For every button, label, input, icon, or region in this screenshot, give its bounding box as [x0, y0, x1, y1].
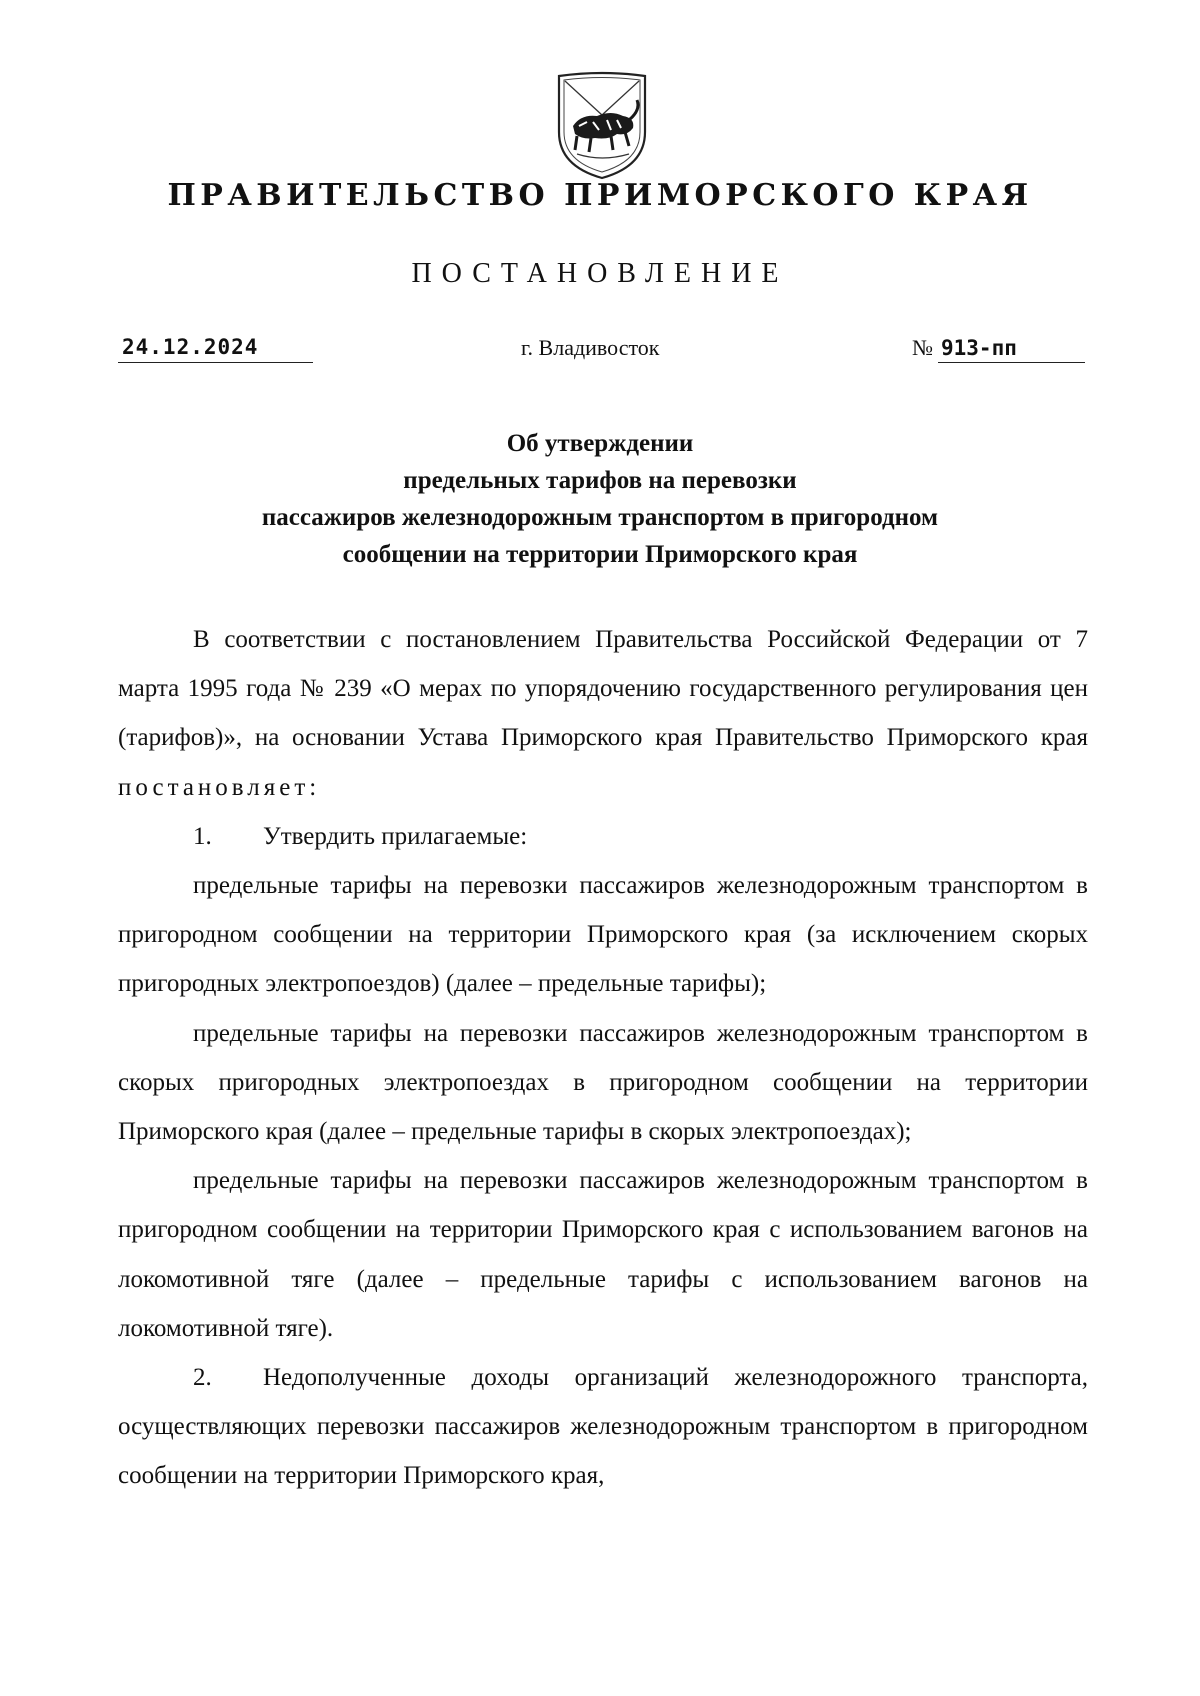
- item-number: 2.: [193, 1364, 212, 1392]
- subject-line: сообщении на территории Приморского края: [342, 541, 858, 568]
- document-number: [912, 335, 1017, 361]
- decree-word: постановляет:: [118, 773, 321, 801]
- preamble-text: В соответствии с постановлением Правительства Российской Федерации от 7 марта 1995 года № 239 «О мерах по упорядочению государственного регулирования цен (тарифов)», на основании Устава Приморского края Правительство Приморского края: [118, 626, 1088, 752]
- government-title: ПРАВИТЕЛЬСТВО ПРИМОРСКОГО КРАЯ: [167, 178, 1033, 213]
- document-date: 24.12.2024: [122, 335, 259, 359]
- date-underline: [118, 362, 313, 363]
- subject-line: пассажиров железнодорожным транспортом в пригородном: [261, 504, 939, 531]
- document-type: ПОСТАНОВЛЕНИЕ: [411, 258, 789, 289]
- subject-line: Об утверждении: [506, 430, 694, 457]
- item-1-subitem-a: предельные тарифы на перевозки пассажиров железнодорожным транспортом в пригородном сообщении на территории Приморского края (за исключением скорых пригородных электропоездов) (далее – предельные тарифы);: [118, 872, 1088, 998]
- item-number: 1.: [193, 822, 212, 850]
- document-city: г. Владивосток: [521, 335, 660, 360]
- preamble-paragraph: [118, 615, 1088, 812]
- item-2-text: Недополученные доходы организаций железнодорожного транспорта, осуществляющих перевозки пассажиров железнодорожным транспортом в пригородном сообщении на территории Приморского края,: [118, 1364, 1088, 1490]
- item-1-text: Утвердить прилагаемые:: [263, 822, 528, 850]
- number-value: 913-пп: [941, 336, 1017, 360]
- item-1-subitem-c: предельные тарифы на перевозки пассажиров железнодорожным транспортом в пригородном сообщении на территории Приморского края с использованием вагонов на локомотивной тяге (далее – предельные тарифы с использованием вагонов на локомотивной тяге).: [118, 1167, 1088, 1342]
- item-1-paragraph: [118, 812, 1088, 861]
- document-body: [118, 615, 1088, 1501]
- item-2-paragraph: [118, 1353, 1088, 1501]
- number-underline: [938, 362, 1085, 363]
- subject-line: предельных тарифов на перевозки: [403, 467, 797, 494]
- document-subject: [0, 425, 1200, 573]
- number-prefix: №: [912, 335, 933, 360]
- coat-of-arms-tiger-icon: [555, 70, 649, 182]
- item-1-subitem-b: предельные тарифы на перевозки пассажиров железнодорожным транспортом в скорых пригородных электропоездах в пригородном сообщении на территории Приморского края (далее – предельные тарифы в скорых электропоездах);: [118, 1019, 1088, 1146]
